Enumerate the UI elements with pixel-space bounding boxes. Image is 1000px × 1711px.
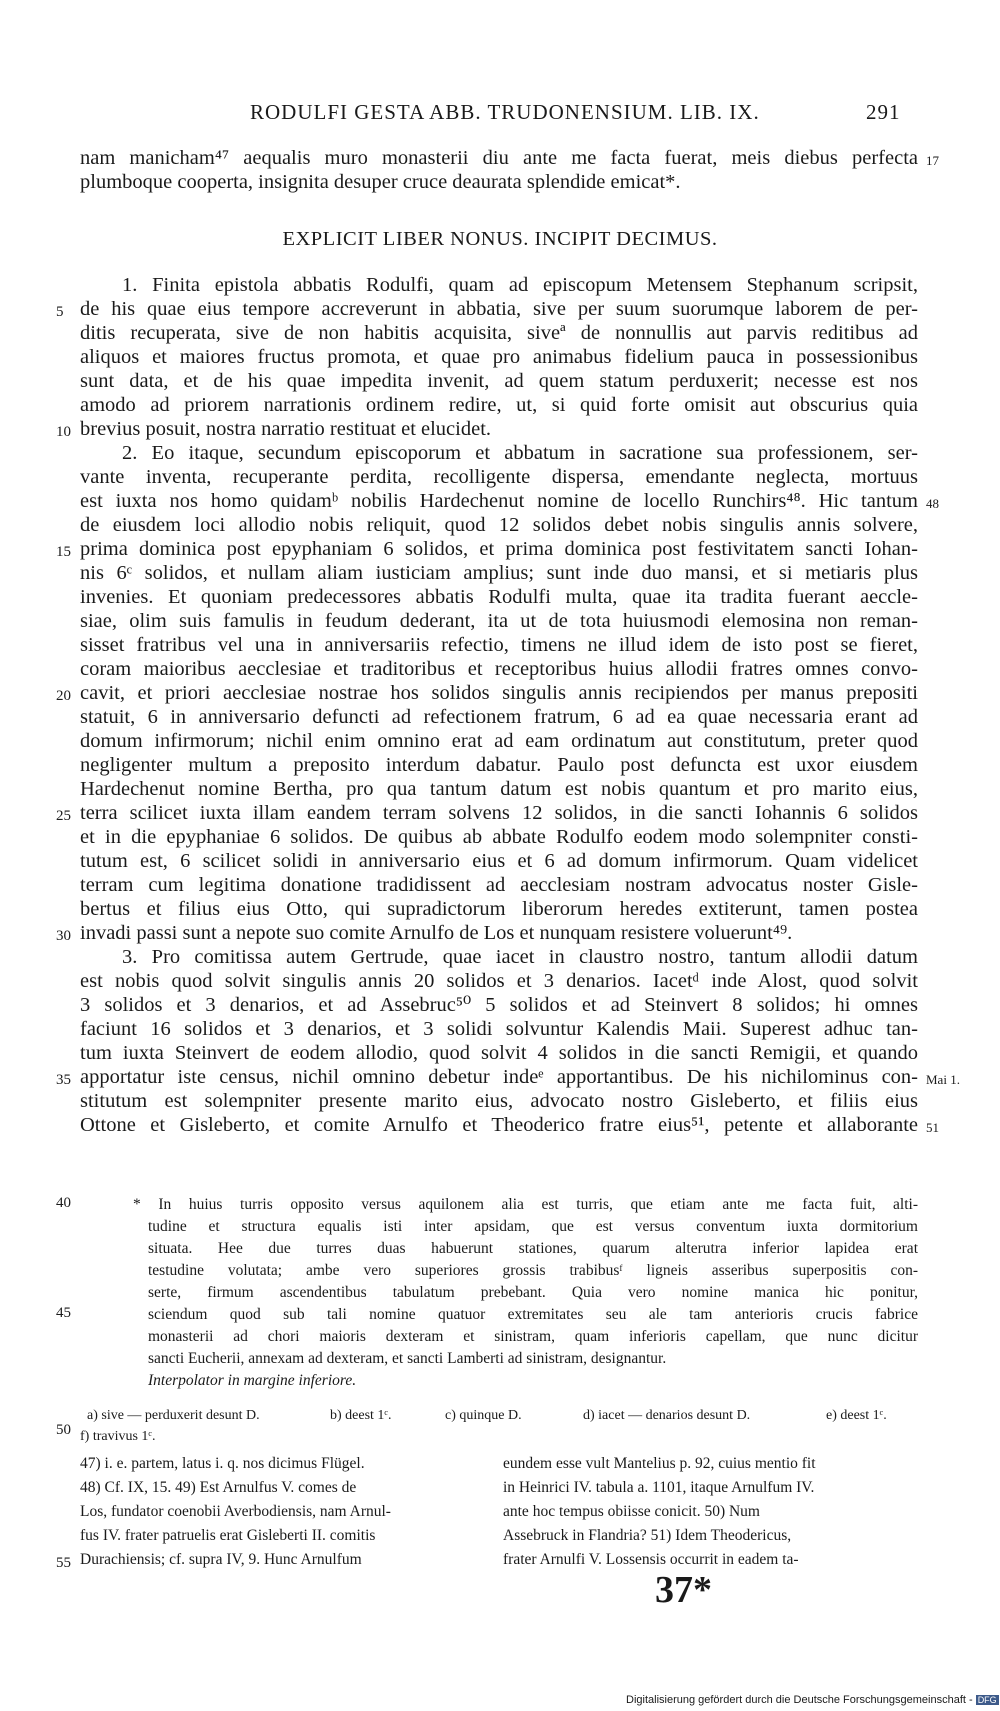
body-line: et in die epyphaniae 6 solidos. De quibus ab abbate Rodulfo eodem modo solempniter consti-: [80, 826, 918, 848]
body-line: terra scilicet iuxta illam eandem terram solvens 12 solidos, in die sancti Iohannis 6 solidos: [80, 802, 918, 824]
running-title: RODULFI GESTA ABB. TRUDONENSIUM. LIB. IX.: [250, 100, 760, 124]
body-line: ditis recuperata, sive de non habitis acquisita, siveª de nonnullis aut parvis reditibus ad: [80, 322, 918, 344]
footnote-right: eundem esse vult Mantelius p. 92, cuius mentio fit: [503, 1455, 816, 1472]
body-line: nis 6ᶜ solidos, et nullam aliam iusticiam amplius; sunt inde duo mansi, et si metiaris plus: [80, 562, 918, 584]
body-line: bertus et filius eius Otto, qui supradictorum liberorum heredes extiterunt, tamen postea: [80, 898, 918, 920]
apparatus-entry: d) iacet — denarios desunt D.: [583, 1408, 751, 1423]
interpolation-line: situata. Hee due turres duas habuerunt stationes, quarum alterutra inferior lapidea erat: [148, 1240, 918, 1257]
body-line: domum infirmorum; nichil enim omnino erat ad eam ordinatum aut constitutum, preter quod: [80, 730, 918, 752]
interpolation-line: sancti Eucherii, annexam ad dexteram, et sancti Lamberti ad sinistram, designantur.: [148, 1350, 667, 1367]
interpolation-line: serte, firmum ascendentibus tabulatum prebebant. Quia vero nomine manica hic ponitur,: [148, 1284, 918, 1301]
margin-note: 48: [926, 496, 939, 511]
line-number: 10: [56, 424, 71, 440]
footer-text: Digitalisierung gefördert durch die Deutsche Forschungsgemeinschaft -: [626, 1694, 973, 1706]
body-line: stitutum est solempniter presente marito eius, advocato nostro Gisleberto, et filiis eius: [80, 1090, 918, 1112]
signature-mark: 37*: [655, 1569, 712, 1611]
body-line: amodo ad priorem narrationis ordinem redire, ut, si quid forte omisit aut obscurius quia: [80, 394, 918, 416]
interpolation-line: tudine et structura equalis isti inter apsidam, que est versus conventum iuxta dormitorium: [148, 1218, 918, 1235]
body-line: de his quae eius tempore accreverunt in abbatia, sive per suum suorumque laborem de per-: [80, 298, 918, 320]
body-line: 3 solidos et 3 denarios, et ad Assebruc⁵⁰ 5 solidos et ad Steinvert 8 solidos; hi omnes: [80, 994, 918, 1016]
footnote-left: fus IV. frater patruelis erat Gisleberti II. comitis: [80, 1527, 376, 1544]
body-line: invadi passi sunt a nepote suo comite Arnulfo de Los et nunquam resistere voluerunt⁴⁹.: [80, 922, 793, 944]
body-line: siae, olim suis famulis in feudum dederant, ita ut de tota huiusmodi elemosina non reman-: [80, 610, 918, 632]
footnote-right: in Heinrici IV. tabula a. 1101, itaque Arnulfum IV.: [503, 1479, 815, 1496]
interpolation-line: * In huius turris opposito versus aquilonem alia est turris, que etiam ante me facta fuit, alti-: [133, 1196, 918, 1213]
body-line: 3. Pro comitissa autem Gertrude, quae iacet in claustro nostro, tantum allodii datum: [122, 946, 918, 968]
body-line: sunt data, et de his quae impedita invenit, ad quem statum perduxerit; necesse est nos: [80, 370, 918, 392]
interpolation-credit: Interpolator in margine inferiore.: [148, 1372, 357, 1389]
page-number: 291: [866, 100, 901, 124]
intro-line: nam manicham⁴⁷ aequalis muro monasterii diu ante me facta fuerat, meis diebus perfecta: [80, 147, 918, 169]
interpolation-line: sciendum quod sub tali nomine quatuor extremitates seu ale tam anterioris crucis fabrice: [148, 1306, 918, 1323]
body-line: est nobis quod solvit singulis annis 20 solidos et 3 denarios. Iacetᵈ inde Alost, quod solvit: [80, 970, 918, 992]
body-line: vante inventa, recuperante perdita, recolligente dispersa, emendante neglecta, mortuus: [80, 466, 918, 488]
apparatus-entry: e) deest 1ᶜ.: [826, 1408, 887, 1423]
body-line: 1. Finita epistola abbatis Rodulfi, quam ad episcopum Metensem Stephanum scripsit,: [122, 274, 918, 296]
body-line: de eiusdem loci allodio nobis reliquit, quod 12 solidos debet nobis singulis annis solvere,: [80, 514, 918, 536]
body-line: prima dominica post epyphaniam 6 solidos, et prima dominica post festivitatem sancti Iohan-: [80, 538, 918, 560]
body-line: est iuxta nos homo quidamᵇ nobilis Hardechenut nomine de locello Runchirs⁴⁸. Hic tantum: [80, 490, 918, 512]
body-line: terram cum legitima donatione tradidissent ad aecclesiam nostram advocatus noster Gisle-: [80, 874, 918, 896]
line-number: 45: [56, 1305, 71, 1321]
interpolation-line: monasterii ad chori maioris dexteram et sinistram, quam inferioris capellam, que nunc dicitur: [148, 1328, 918, 1345]
interpolation-line: testudine volutata; ambe vero superiores grossis trabibusᶠ ligneis asseribus superpositis con-: [148, 1262, 918, 1279]
line-number: 40: [56, 1195, 71, 1211]
body-line: Ottone et Gisleberto, et comite Arnulfo et Theoderico fratre eius⁵¹, petente et allaborante: [80, 1114, 918, 1136]
body-line: statuit, 6 in anniversario defuncti ad refectionem fratrum, 6 ad ea quae necessaria erant ad: [80, 706, 918, 728]
apparatus-entry: f) travivus 1ᶜ.: [80, 1429, 156, 1444]
digitization-footer: [626, 1694, 999, 1706]
body-line: sisset fratribus vel una in anniversariis refectio, timens ne illud idem de isto post se fieret,: [80, 634, 918, 656]
dfg-logo: DFG: [977, 1695, 997, 1705]
line-number: 30: [56, 928, 71, 944]
body-line: negligenter multum a preposito interdum dabatur. Paulo post defuncta est uxor eiusdem: [80, 754, 918, 776]
footnote-right: frater Arnulfi V. Lossensis occurrit in eadem ta-: [503, 1551, 799, 1568]
body-line: Hardechenut nomine Bertha, pro qua tantum datum est nobis quantum et pro marito eius,: [80, 778, 918, 800]
footnote-right: ante hoc tempus obiisse conicit. 50) Num: [503, 1503, 760, 1520]
body-line: faciunt 16 solidos et 3 denarios, et 3 solidi solvuntur Kalendis Maii. Superest adhuc tan-: [80, 1018, 918, 1040]
line-number: 50: [56, 1422, 71, 1438]
line-number: 25: [56, 808, 71, 824]
apparatus-entry: b) deest 1ᶜ.: [330, 1408, 392, 1423]
body-line: tutum est, 6 scilicet solidi in anniversario eius et 6 ad domum infirmorum. Quam videlicet: [80, 850, 918, 872]
line-number: 55: [56, 1555, 71, 1571]
intro-line: plumboque cooperta, insignita desuper cruce deaurata splendide emicat*.: [80, 171, 681, 193]
body-line: brevius posuit, nostra narratio restituat et elucidet.: [80, 418, 492, 440]
body-line: apportatur iste census, nichil omnino debetur indeᵉ apportantibus. De his nichilominus con-: [80, 1066, 918, 1088]
footnote-left: Durachiensis; cf. supra IV, 9. Hunc Arnulfum: [80, 1551, 362, 1568]
footnote-right: Assebruck in Flandria? 51) Idem Theodericus,: [503, 1527, 792, 1544]
line-number: 15: [56, 544, 71, 560]
body-line: 2. Eo itaque, secundum episcoporum et abbatum in sacratione sua professionem, ser-: [122, 442, 918, 464]
body-line: aliquos et maiores fructus promota, et quae pro animabus fidelium pauca in possessionibus: [80, 346, 918, 368]
apparatus-entry: a) sive — perduxerit desunt D.: [87, 1408, 260, 1423]
margin-note: 17: [926, 153, 939, 168]
footnote-left: 47) i. e. partem, latus i. q. nos dicimus Flügel.: [80, 1455, 365, 1472]
footnote-left: Los, fundator coenobii Averbodiensis, nam Arnul-: [80, 1503, 391, 1520]
footnote-left: 48) Cf. IX, 15. 49) Est Arnulfus V. comes de: [80, 1479, 357, 1496]
body-line: cavit, et priori aecclesiae nostrae hos solidos singulis annis recipiendos per manus prepositi: [80, 682, 918, 704]
body-line: coram maioribus aecclesiae et traditoribus et receptoribus huius allodii fratres omnes convo-: [80, 658, 918, 680]
line-number: 20: [56, 688, 71, 704]
line-number: 35: [56, 1072, 71, 1088]
body-line: tum iuxta Steinvert de eodem allodio, quod solvit 4 solidos in die sancti Remigii, et quando: [80, 1042, 918, 1064]
section-title: EXPLICIT LIBER NONUS. INCIPIT DECIMUS.: [282, 228, 718, 250]
margin-note: Mai 1.: [926, 1072, 960, 1087]
margin-note: 51: [926, 1120, 939, 1135]
body-line: invenies. Et quoniam predecessores abbatis Rodulfi multa, quae ita tradita fuerant aeccle-: [80, 586, 918, 608]
line-number: 5: [56, 304, 64, 320]
apparatus-entry: c) quinque D.: [445, 1408, 522, 1423]
